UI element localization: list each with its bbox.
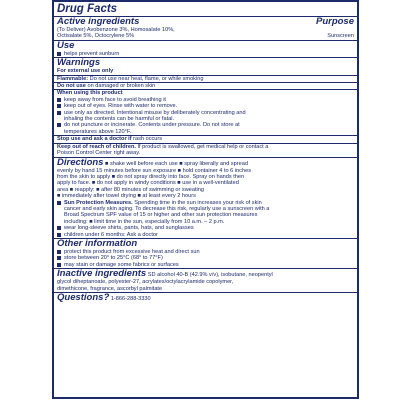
questions-heading: Questions?	[57, 292, 110, 303]
active-ingredients-line1: (To Deliver) Avobenzone 3%, Homosalate 10%,	[57, 27, 175, 33]
other-item: may stain or damage some fabrics or surfaces	[64, 261, 179, 268]
sun-protection-text: Spending time in the sun increases your risk of skin cancer and early skin aging. To decrease this risk, regularly use a sunscreen with a Broad Spectrum SPF value of 15 or higher and other sun protection measures including: ■ limit time in the sun, especially from 10 a.m. – 2 p.m.	[64, 199, 270, 225]
sun-protection-label: Sun Protection Measures.	[64, 199, 133, 206]
do-not-use-label: Do not use	[57, 83, 86, 90]
when-using-item: do not puncture or incinerate. Contents under pressure. Do not store at temperatures above 120°F.	[64, 122, 240, 135]
other-item: protect this product from excessive heat and direct sun	[64, 248, 200, 255]
children-direction-item: children under 6 months: Ask a doctor	[64, 231, 158, 238]
bullet-icon	[57, 111, 61, 115]
other-information-heading: Other information	[57, 237, 138, 249]
bullet-icon	[57, 123, 61, 127]
do-not-use-text: on damaged or broken skin	[85, 83, 156, 90]
flammable-text: Do not use near heat, flame, or while smoking	[88, 75, 204, 82]
directions-line: from the skin to apply ■ do not spray directly into face. Spray on hands then	[57, 173, 245, 180]
active-ingredients-section	[54, 17, 357, 40]
other-item: store between 20° to 25°C (68° to 77°F)	[64, 255, 163, 262]
active-ingredients-line2: Octisalate 5%, Octocrylene 5%	[57, 33, 135, 40]
purpose-heading: Purpose	[315, 16, 354, 27]
bullet-icon	[57, 226, 61, 230]
when-using-item: keep out of eyes. Rinse with water to remove.	[64, 103, 178, 110]
other-information-section	[54, 239, 357, 268]
inactive-ingredients-heading: Inactive ingredients	[57, 268, 147, 280]
drug-facts-panel	[52, 0, 359, 399]
when-using-item: keep away from face to avoid breathing it	[64, 96, 166, 103]
stop-use-text: rash occurs	[131, 136, 163, 143]
directions-line: evenly by hand 15 minutes before sun exposure ■ hold container 4 to 6 inches	[57, 167, 252, 174]
bullet-icon	[57, 201, 61, 205]
use-item: helps prevent sunburn	[64, 50, 120, 57]
questions-phone: 1-866-288-3330	[109, 296, 151, 302]
directions-section	[54, 158, 357, 238]
when-using-heading: When using this product	[57, 90, 123, 97]
stop-use-label: Stop use and ask a doctor if	[57, 136, 132, 143]
active-ingredients-heading: Active ingredients	[57, 16, 140, 27]
purpose-value: Sunscreen	[327, 33, 354, 40]
warnings-section	[54, 58, 357, 156]
external-use-line: For external use only	[57, 68, 114, 75]
directions-line: ■ immediately after towel drying ■ at least every 2 hours	[57, 193, 196, 200]
bullet-icon	[57, 256, 61, 260]
children-text: If product is swallowed, get medical help or contact a Poison Control Center right away.	[57, 143, 269, 157]
inactive-ingredients-section	[54, 269, 357, 292]
directions-line: ■ shake well before each use ■ spray liberally and spread	[105, 160, 248, 167]
bullet-icon	[57, 52, 61, 56]
warnings-heading: Warnings	[57, 57, 101, 69]
bullet-icon	[57, 104, 61, 108]
use-section	[54, 41, 357, 57]
bullet-icon	[57, 98, 61, 102]
directions-line: area ■ reapply: ■ after 80 minutes of swimming or sweating	[57, 186, 204, 193]
when-using-item: use only as directed. Intentional misuse by deliberately concentrating and inhaling the contents can be harmful or fatal.	[64, 109, 246, 123]
questions-section	[54, 293, 357, 303]
flammable-label: Flammable:	[57, 75, 89, 82]
bullet-icon	[57, 250, 61, 254]
children-label: Keep out of reach of children.	[57, 143, 136, 150]
bullet-icon	[57, 233, 61, 237]
wear-clothing-item: wear long-sleeve shirts, pants, hats, and sunglasses	[64, 225, 194, 232]
use-heading: Use	[57, 39, 75, 51]
bullet-icon	[57, 263, 61, 267]
drug-facts-title: Drug Facts	[57, 3, 118, 15]
inactive-ingredients-text: SD alcohol 40-B (42.9% v/v), isobutane, neopentyl glycol diheptanoate, polyester-27, acrylates/octylacrylamide copolymer, dimethicone, fragrance, ascorbyl palmitate	[57, 272, 273, 292]
directions-heading: Directions	[57, 156, 104, 168]
directions-line: apply to face. ■ do not apply in windy conditions ■ use in a well-ventilated	[57, 180, 239, 187]
